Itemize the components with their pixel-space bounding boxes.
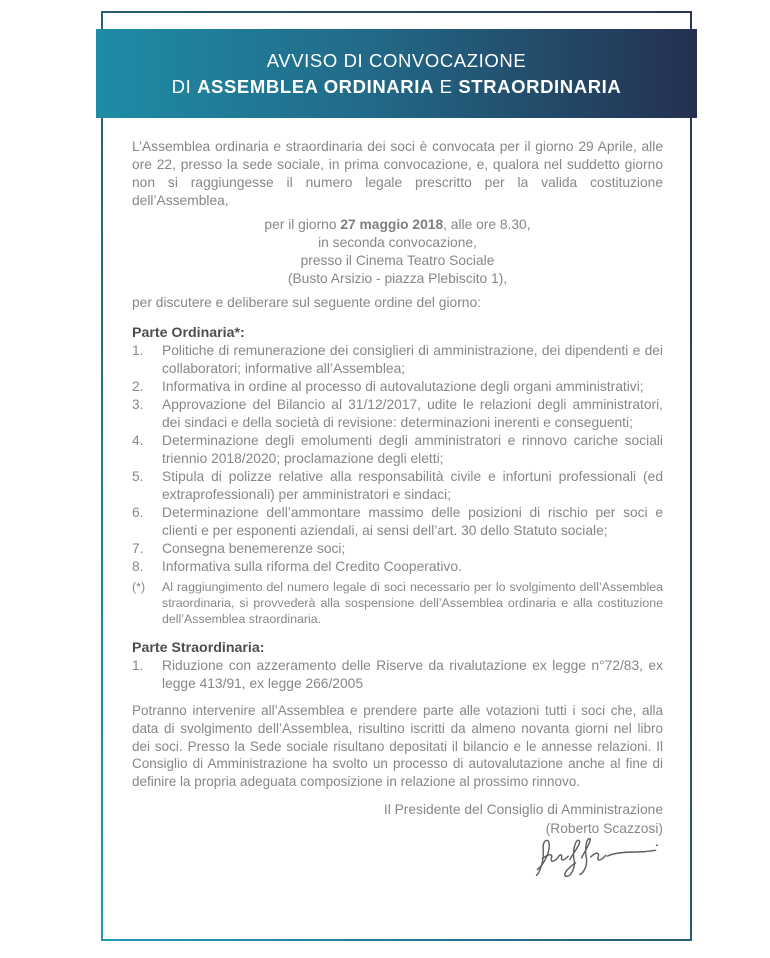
list-item [132, 657, 663, 693]
item-number: 8. [132, 559, 144, 574]
intro-paragraph: L’Assemblea ordinaria e straordinaria dei soci è convocata per il giorno 29 Aprile, alle ore 22, presso la sede sociale, in prima convocazione, e, qualora nel suddetto giorno non si raggiungesse il numero legale prescritto per la valida costituzione dell’Assemblea, [132, 139, 663, 208]
banner-line2-bold1: ASSEMBLEA ORDINARIA [197, 75, 434, 97]
agenda-intro: per discutere e deliberare sul seguente ordine del giorno: [132, 295, 481, 310]
item-number: 1. [132, 343, 144, 358]
section-title-parte-straordinaria: Parte Straordinaria: [132, 640, 265, 657]
item-number: 2. [132, 379, 144, 394]
list-item [132, 342, 663, 378]
item-text: Determinazione dell’ammontare massimo delle posizioni di rischio per soci e clienti e per esponenti aziendali, ai sensi dell’art. 30 dello Statuto sociale; [162, 505, 663, 538]
second-call-date: 27 maggio 2018 [340, 217, 444, 232]
item-number: 1. [132, 658, 144, 674]
footnote-text: Al raggiungimento del numero legale di soci necessario per lo svolgimento dell’Assemblea straordinaria, si provvederà alla sospensione dell’Assemblea ordinaria e alla costituzione dell’Assemblea straordinaria. [162, 580, 663, 626]
list-item [132, 558, 663, 576]
parte-straordinaria-list [132, 657, 663, 693]
item-text: Consegna benemerenze soci; [162, 541, 346, 556]
item-text: Approvazione del Bilancio al 31/12/2017, udite le relazioni degli amministratori, dei sindaci e della società di revisione: determinazioni inerenti e conseguenti; [162, 397, 663, 430]
handwritten-signature [132, 836, 663, 883]
signature-block [132, 801, 663, 838]
list-item [132, 504, 663, 540]
footnote [132, 580, 663, 627]
banner-title-line1: AVVISO DI CONVOCAZIONE [266, 49, 527, 71]
signature-scribble-icon [534, 836, 659, 878]
item-text: Riduzione con azzeramento delle Riserve da rivalutazione ex legge n°72/83, ex legge 413/91, ex legge 266/2005 [162, 658, 663, 692]
item-number: 6. [132, 505, 144, 520]
list-item [132, 432, 663, 468]
list-item [132, 540, 663, 558]
parte-ordinaria-list [132, 342, 663, 576]
item-text: Informativa sulla riforma del Credito Cooperativo. [162, 559, 462, 574]
second-call-line1 [132, 216, 663, 234]
banner-line2-prefix: DI [171, 75, 198, 97]
item-number: 5. [132, 469, 144, 484]
item-number: 3. [132, 397, 144, 412]
signature-name: (Roberto Scazzosi) [545, 820, 663, 836]
item-number: 7. [132, 541, 144, 556]
second-call-block [132, 216, 663, 288]
item-text: Stipula di polizze relative alla responsabilità civile e infortuni professionali (ed extraprofessionali) per amministratori e sindaci; [162, 469, 663, 502]
second-call-line3: presso il Cinema Teatro Sociale [300, 253, 495, 268]
signature-role: Il Presidente del Consiglio di Amministrazione [383, 802, 663, 818]
list-item [132, 396, 663, 432]
closing-paragraph: Potranno intervenire all’Assemblea e prendere parte alle votazioni tutti i soci che, alla data di svolgimento dell’Assemblea, risultino iscritti da almeno novanta giorni nel libro dei soci. Presso la Sede sociale risultano depositati il bilancio e le annesse relazioni. Il Consiglio di Amministrazione ha svolto un processo di autovalutazione anche al fine di definire la propria adeguata composizione in relazione al prossimo rinnovo. [132, 703, 663, 789]
banner-line2-mid: E [433, 75, 459, 97]
banner-title-line2 [172, 74, 622, 100]
list-item [132, 468, 663, 504]
document-border-frame [101, 11, 692, 941]
second-call-line1-post: , alle ore 8.30, [443, 217, 531, 232]
banner-line2-bold2: STRAORDINARIA [458, 75, 622, 97]
section-title-parte-ordinaria: Parte Ordinaria*: [132, 325, 245, 341]
second-call-line1-pre: per il giorno [264, 217, 341, 232]
second-call-line2: in seconda convocazione, [318, 235, 477, 250]
document-inner [103, 13, 690, 939]
item-text: Determinazione degli emolumenti degli amministratori e rinnovo cariche sociali triennio 2018/2020; proclamazione degli eletti; [162, 433, 663, 466]
list-item [132, 378, 663, 396]
footnote-marker: (*) [132, 580, 146, 594]
second-call-line4: (Busto Arsizio - piazza Plebiscito 1), [287, 271, 508, 286]
item-text: Politiche di remunerazione dei consiglieri di amministrazione, dei dipendenti e dei collaboratori; informative all’Assemblea; [162, 343, 663, 376]
document-body [103, 118, 690, 939]
item-number: 4. [132, 433, 144, 448]
item-text: Informativa in ordine al processo di autovalutazione degli organi amministrativi; [162, 379, 644, 394]
header-banner [96, 29, 697, 118]
